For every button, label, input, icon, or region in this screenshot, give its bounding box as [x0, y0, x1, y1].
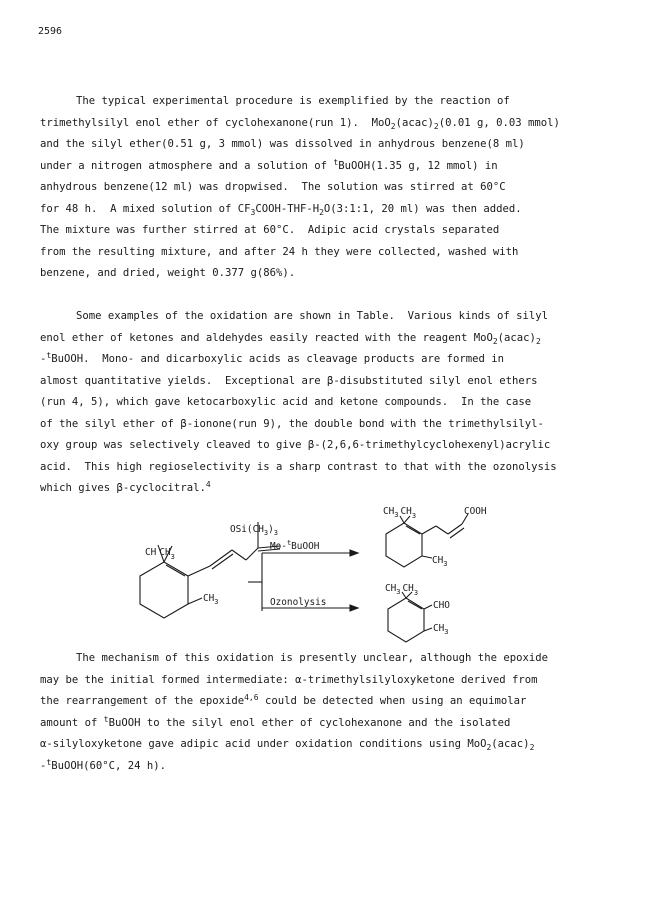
text-run: (acac) — [395, 116, 434, 129]
text-run: amount of — [40, 716, 104, 729]
text-run: almost quantitative yields. Exceptional are β-disubstituted silyl enol ethers — [40, 374, 538, 387]
text-run: 2 — [535, 336, 541, 346]
text-run: BuOOH(1.35 g, 12 mmol) in — [338, 159, 498, 172]
text-run: t — [46, 351, 52, 360]
text-run: 2 — [529, 743, 535, 752]
reagent-label-ozonolysis: Ozonolysis — [270, 597, 327, 608]
text-run: BuOOH(60°C, 24 h). — [51, 759, 167, 772]
text-run: O(3:1:1, 20 ml) was then added. — [323, 202, 522, 215]
text-run: acid. This high regioselectivity is a sharp contrast to that with the ozonolysis — [40, 460, 557, 473]
product-acid-gem-dimethyl-label: $CH_3$ $CH_3$ — [383, 506, 417, 520]
text-run: anhydrous benzene(12 ml) was dropwised. The solution was stirred at 60°C — [40, 181, 506, 193]
text-run: trimethylsilyl enol ether of cyclohexanone(run 1). MoO — [40, 116, 391, 129]
text-run: t — [46, 757, 52, 767]
text-run: the rearrangement of the epoxide — [40, 695, 245, 707]
reactant-cyclohexene-ring — [140, 562, 188, 618]
text-run: The mechanism of this oxidation is presently unclear, although the epoxide — [76, 652, 548, 664]
product-aldehyde-gem-dimethyl-label: $CH_3$ $CH_3$ — [385, 583, 419, 597]
text-run: Some examples of the oxidation are shown in Table. Various kinds of silyl — [76, 310, 548, 322]
product-acid-ring — [386, 523, 422, 567]
text-run: The mixture was further stirred at 60°C. Adipic acid crystals separated — [40, 224, 500, 236]
text-run: BuOOH. Mono- and dicarboxylic acids as cleavage products are formed in — [51, 353, 505, 365]
text-run: from the resulting mixture, and after 24 h they were collected, washed with — [40, 245, 519, 258]
text-run: (run 4, 5), which gave ketocarboxylic acid and ketone compounds. In the case — [40, 396, 532, 408]
reactant-methyl-label: $CH_3$ — [203, 593, 219, 606]
text-run: (acac) — [497, 331, 536, 344]
reagent-label-mo-tbuooh: Mo-$^t$BuOOH — [270, 539, 320, 552]
product-acid-methyl-label: $CH_3$ — [432, 555, 448, 568]
text-run: BuOOH to the silyl enol ether of cyclohexanone and the isolated — [108, 716, 511, 729]
text-run: 3 — [250, 207, 256, 217]
text-run: - — [40, 759, 47, 772]
text-run: - — [40, 353, 47, 365]
text-run: 2 — [390, 121, 396, 131]
text-run: of the silyl ether of β-ionone(run 9), the double bond with the trimethylsilyl- — [40, 417, 544, 430]
text-run: t — [103, 714, 109, 724]
text-run: (0.01 g, 0.03 mmol) — [438, 116, 560, 129]
text-run: benzene, and dried, weight 0.377 g(86%). — [40, 267, 296, 279]
text-run: could be detected when using an equimolar — [258, 695, 527, 707]
product-aldehyde-cho-label: CHO — [433, 600, 450, 611]
text-run: and the silyl ether(0.51 g, 3 mmol) was dissolved in anhydrous benzene(8 ml) — [40, 138, 525, 150]
text-run: oxy group was selectively cleaved to give β-(2,6,6-trimethylcyclohexenyl)acrylic — [40, 439, 551, 451]
text-run: may be the initial formed intermediate: α-trimethylsilyloxyketone derived from — [40, 673, 538, 686]
text-run: 2 — [319, 207, 324, 217]
product-aldehyde-methyl-label: $CH_3$ — [433, 623, 449, 636]
text-run: 2 — [486, 743, 492, 752]
osi-label: $OSi(CH_3)_3$ — [230, 524, 278, 537]
text-run: α-silyloxyketone gave adipic acid under oxidation conditions using MoO — [40, 738, 487, 750]
page-number: 2596 — [38, 26, 63, 37]
text-run: (acac) — [491, 738, 530, 750]
product-acid-cooh-label: COOH — [464, 506, 487, 517]
text-run: under a nitrogen atmosphere and a solution of — [40, 159, 334, 172]
text-run: 4 — [205, 480, 211, 489]
text-run: 4,6 — [244, 693, 259, 702]
text-run: 2 — [433, 121, 439, 131]
text-run: 2 — [492, 336, 498, 346]
text-run: COOH-THF-H — [255, 202, 320, 215]
text-run: The typical experimental procedure is exemplified by the reaction of — [76, 95, 510, 107]
product-aldehyde-ring — [388, 598, 424, 642]
text-run: for 48 h. A mixed solution of CF — [40, 202, 251, 215]
text-run: t — [333, 157, 339, 167]
text-run: which gives β-cyclocitral. — [40, 482, 206, 494]
reactant-gem-dimethyl-label: CH $CH_3$ — [145, 547, 175, 561]
text-run: enol ether of ketones and aldehydes easily reacted with the reagent MoO — [40, 331, 493, 344]
